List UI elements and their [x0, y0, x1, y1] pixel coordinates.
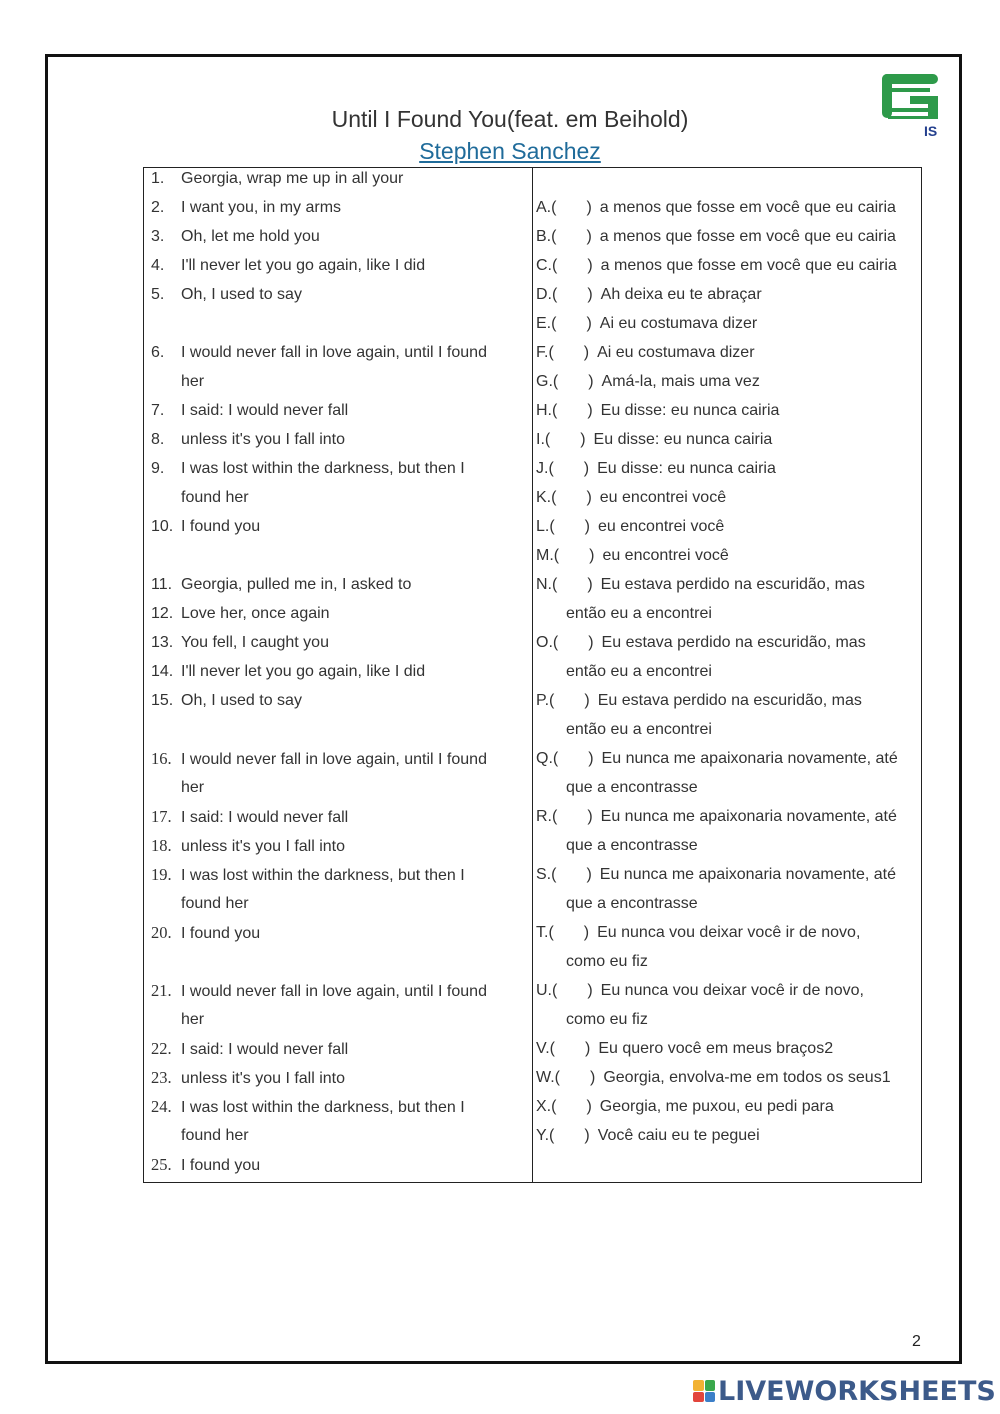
option-letter: O.( — [536, 634, 559, 651]
translation-option — [536, 802, 922, 831]
translation-option — [536, 628, 922, 657]
translation-text: a menos que fosse em você que eu cairia — [600, 257, 897, 274]
option-letter: E.( — [536, 315, 557, 332]
translation-option — [536, 918, 922, 947]
line-number: 20. — [151, 923, 172, 942]
translation-text: a menos que fosse em você que eu cairia — [599, 228, 896, 245]
option-letter: P.( — [536, 692, 555, 709]
lyric-line — [143, 193, 532, 222]
lyric-line — [143, 831, 532, 860]
lyric-text-continued: her — [181, 779, 205, 796]
line-number: 12. — [151, 605, 174, 622]
column-divider — [532, 167, 533, 1183]
translation-text-continued: então eu a encontrei — [566, 605, 712, 622]
footer-brand — [693, 1376, 996, 1406]
lyric-line — [143, 164, 532, 193]
option-close-paren: ) — [584, 692, 590, 709]
translation-text: Eu nunca me apaixonaria novamente, até — [599, 866, 896, 883]
translation-option — [536, 280, 922, 309]
translation-option — [536, 1034, 922, 1063]
option-letter: W.( — [536, 1069, 560, 1086]
line-number: 21. — [151, 981, 172, 1000]
lyric-line — [143, 338, 532, 367]
lyric-text-continued: found her — [181, 1127, 249, 1144]
option-close-paren: ) — [584, 1127, 590, 1144]
translation-option — [536, 860, 922, 889]
option-letter: D.( — [536, 286, 558, 303]
option-letter: S.( — [536, 866, 557, 883]
option-letter: R.( — [536, 808, 558, 825]
translation-text: Eu disse: eu nunca cairia — [600, 402, 780, 419]
translation-text: Ai eu costumava dizer — [597, 344, 755, 361]
option-letter: I.( — [536, 431, 551, 448]
line-number: 13. — [151, 634, 174, 651]
lyric-text: I found you — [181, 518, 261, 535]
line-number: 17. — [151, 807, 172, 826]
option-close-paren: ) — [586, 1098, 592, 1115]
option-letter: Q.( — [536, 750, 559, 767]
option-letter: N.( — [536, 576, 558, 593]
lyric-text: I would never fall in love again, until I found — [181, 344, 487, 361]
option-close-paren: ) — [587, 257, 593, 274]
liveworksheets-logo-icon — [693, 1380, 715, 1402]
translation-text-continued: que a encontrasse — [566, 837, 698, 854]
translation-text-continued: então eu a encontrei — [566, 721, 712, 738]
translation-text: Eu nunca vou deixar você ir de novo, — [597, 924, 861, 941]
lyric-line — [143, 251, 532, 280]
lyric-text: unless it's you I fall into — [181, 838, 346, 855]
stanza-gap — [143, 715, 532, 744]
option-letter: V.( — [536, 1040, 555, 1057]
svg-text:IS: IS — [924, 123, 938, 139]
lyric-text: I want you, in my arms — [181, 199, 342, 216]
option-letter: J.( — [536, 460, 554, 477]
line-number: 6. — [151, 344, 165, 361]
lyric-line — [143, 628, 532, 657]
option-close-paren: ) — [590, 1069, 596, 1086]
translation-option — [536, 744, 922, 773]
translation-option — [536, 425, 922, 454]
line-number: 7. — [151, 402, 165, 419]
line-number: 9. — [151, 460, 165, 477]
lyric-line — [143, 657, 532, 686]
lyric-line — [143, 512, 532, 541]
line-number: 5. — [151, 286, 165, 303]
lyric-line — [143, 1034, 532, 1063]
page-title: Until I Found You(feat. em Beihold) — [331, 106, 689, 132]
option-close-paren: ) — [588, 750, 594, 767]
lyric-text: unless it's you I fall into — [181, 1070, 346, 1087]
stanza-gap — [143, 541, 532, 570]
option-close-paren: ) — [586, 489, 592, 506]
translation-option — [536, 976, 922, 1005]
lyric-line — [143, 454, 532, 483]
line-number: 16. — [151, 749, 172, 768]
translation-option — [536, 222, 922, 251]
translation-text: Você caiu eu te peguei — [597, 1127, 760, 1144]
lyric-text: Oh, I used to say — [181, 692, 302, 709]
option-close-paren: ) — [583, 924, 590, 941]
option-letter: L.( — [536, 518, 555, 535]
translation-text: Eu estava perdido na escuridão, mas — [601, 634, 866, 651]
line-number: 15. — [151, 692, 174, 709]
translation-text: a menos que fosse em você que eu cairia — [599, 199, 896, 216]
translation-option — [536, 367, 922, 396]
lyric-line — [143, 1063, 532, 1092]
line-number: 1. — [151, 170, 165, 187]
translation-text-continued: como eu fiz — [566, 953, 648, 970]
option-letter: U.( — [536, 982, 558, 999]
lyric-text: I would never fall in love again, until I found — [181, 983, 487, 1000]
translation-text: eu encontrei você — [599, 489, 727, 506]
artist-link[interactable]: Stephen Sanchez — [419, 138, 601, 164]
option-letter: Y.( — [536, 1127, 555, 1144]
lyric-line — [143, 599, 532, 628]
option-letter: M.( — [536, 547, 560, 564]
option-letter: C.( — [536, 257, 558, 274]
lyric-line — [143, 744, 532, 773]
lyric-text: I said: I would never fall — [181, 809, 349, 826]
option-letter: B.( — [536, 228, 557, 245]
option-close-paren: ) — [587, 982, 593, 999]
lyric-line — [143, 570, 532, 599]
line-number: 18. — [151, 836, 172, 855]
option-letter: F.( — [536, 344, 554, 361]
line-number: 25. — [151, 1155, 172, 1174]
footer-brand-text: LIVEWORKSHEETS — [718, 1375, 996, 1407]
line-number: 24. — [151, 1097, 172, 1116]
lyric-text-continued: found her — [181, 489, 249, 506]
line-number: 14. — [151, 663, 174, 680]
lyric-text: Georgia, pulled me in, I asked to — [181, 576, 412, 593]
lyric-line — [143, 976, 532, 1005]
translation-option — [536, 454, 922, 483]
translation-option — [536, 309, 922, 338]
option-close-paren: ) — [589, 547, 595, 564]
line-number: 10. — [151, 518, 174, 535]
option-close-paren: ) — [587, 808, 593, 825]
lyric-line — [143, 222, 532, 251]
option-letter: H.( — [536, 402, 558, 419]
lyric-line — [143, 280, 532, 309]
translation-text: Ah deixa eu te abraçar — [600, 286, 762, 303]
translation-option — [536, 193, 922, 222]
translation-text: Eu disse: eu nunca cairia — [597, 460, 776, 477]
translation-text: Eu estava perdido na escuridão, mas — [600, 576, 865, 593]
option-close-paren: ) — [583, 460, 590, 477]
lyric-line — [143, 802, 532, 831]
line-number: 11. — [151, 576, 173, 593]
option-close-paren: ) — [588, 373, 594, 390]
option-letter: G.( — [536, 373, 559, 390]
translation-text: Eu nunca vou deixar você ir de novo, — [600, 982, 864, 999]
portuguese-translation-column — [536, 193, 922, 1150]
lyric-text: Oh, I used to say — [181, 286, 302, 303]
lyric-text: I found you — [181, 925, 261, 942]
translation-option — [536, 512, 922, 541]
lyric-text: I said: I would never fall — [181, 1041, 349, 1058]
lyric-text: I was lost within the darkness, but then I — [181, 460, 465, 477]
translation-text: Eu disse: eu nunca cairia — [593, 431, 773, 448]
line-number: 19. — [151, 865, 172, 884]
translation-text-continued: como eu fiz — [566, 1011, 648, 1028]
option-close-paren: ) — [586, 228, 592, 245]
lyric-text-continued: her — [181, 373, 205, 390]
stanza-gap — [143, 947, 532, 976]
translation-option — [536, 570, 922, 599]
translation-option — [536, 1121, 922, 1150]
line-number: 23. — [151, 1068, 172, 1087]
translation-option — [536, 251, 922, 280]
option-close-paren: ) — [587, 402, 593, 419]
option-close-paren: ) — [586, 199, 592, 216]
line-number: 22. — [151, 1039, 172, 1058]
lyric-line — [143, 425, 532, 454]
lyric-text: I was lost within the darkness, but then I — [181, 867, 465, 884]
option-close-paren: ) — [586, 315, 592, 332]
option-letter: A.( — [536, 199, 557, 216]
option-close-paren: ) — [584, 518, 590, 535]
translation-text: Eu quero você em meus braços2 — [598, 1040, 834, 1057]
line-number: 8. — [151, 431, 165, 448]
translation-text: Georgia, me puxou, eu pedi para — [599, 1098, 834, 1115]
translation-text: Georgia, envolva-me em todos os seus1 — [603, 1069, 891, 1086]
lyric-text: I would never fall in love again, until I found — [181, 751, 487, 768]
translation-text: Eu nunca me apaixonaria novamente, até — [601, 750, 898, 767]
option-close-paren: ) — [584, 1040, 591, 1057]
stanza-gap — [143, 309, 532, 338]
translation-option — [536, 1063, 922, 1092]
option-close-paren: ) — [586, 866, 592, 883]
lyric-text: I said: I would never fall — [181, 402, 349, 419]
translation-option — [536, 483, 922, 512]
translation-text: Amá-la, mais uma vez — [601, 373, 760, 390]
translation-option — [536, 686, 922, 715]
lyric-text: Love her, once again — [181, 605, 330, 622]
option-close-paren: ) — [587, 286, 593, 303]
lyric-line — [143, 396, 532, 425]
option-close-paren: ) — [587, 576, 593, 593]
page-number: 2 — [912, 1333, 921, 1350]
line-number: 3. — [151, 228, 165, 245]
translation-text: Ai eu costumava dizer — [599, 315, 758, 332]
lyric-line — [143, 918, 532, 947]
translation-text-continued: então eu a encontrei — [566, 663, 712, 680]
option-close-paren: ) — [580, 431, 586, 448]
translation-option — [536, 1092, 922, 1121]
lyric-text: Georgia, wrap me up in all your — [181, 170, 404, 187]
lyric-text-continued: her — [181, 1011, 205, 1028]
option-close-paren: ) — [588, 634, 594, 651]
translation-text: eu encontrei você — [602, 547, 729, 564]
lyric-line — [143, 686, 532, 715]
option-letter: K.( — [536, 489, 557, 506]
lyric-text: I was lost within the darkness, but then I — [181, 1099, 465, 1116]
lyric-line — [143, 1092, 532, 1121]
translation-text-continued: que a encontrasse — [566, 895, 698, 912]
translation-text-continued: que a encontrasse — [566, 779, 698, 796]
line-number: 2. — [151, 199, 165, 216]
translation-text: Eu nunca me apaixonaria novamente, até — [600, 808, 897, 825]
english-lyrics-column — [143, 164, 532, 1179]
lyric-text: Oh, let me hold you — [181, 228, 320, 245]
translation-text: eu encontrei você — [598, 518, 725, 535]
lyric-text: I'll never let you go again, like I did — [181, 663, 426, 680]
lyric-line — [143, 860, 532, 889]
lyric-text-continued: found her — [181, 895, 249, 912]
translation-option — [536, 338, 922, 367]
translation-option — [536, 396, 922, 425]
translation-option — [536, 541, 922, 570]
option-close-paren: ) — [583, 344, 590, 361]
option-letter: T.( — [536, 924, 554, 941]
option-letter: X.( — [536, 1098, 557, 1115]
lyric-line — [143, 1150, 532, 1179]
translation-text: Eu estava perdido na escuridão, mas — [597, 692, 862, 709]
lyric-text: I'll never let you go again, like I did — [181, 257, 426, 274]
lyric-text: unless it's you I fall into — [181, 431, 346, 448]
lyric-text: You fell, I caught you — [181, 634, 329, 651]
lyric-text: I found you — [181, 1157, 261, 1174]
line-number: 4. — [151, 257, 165, 274]
